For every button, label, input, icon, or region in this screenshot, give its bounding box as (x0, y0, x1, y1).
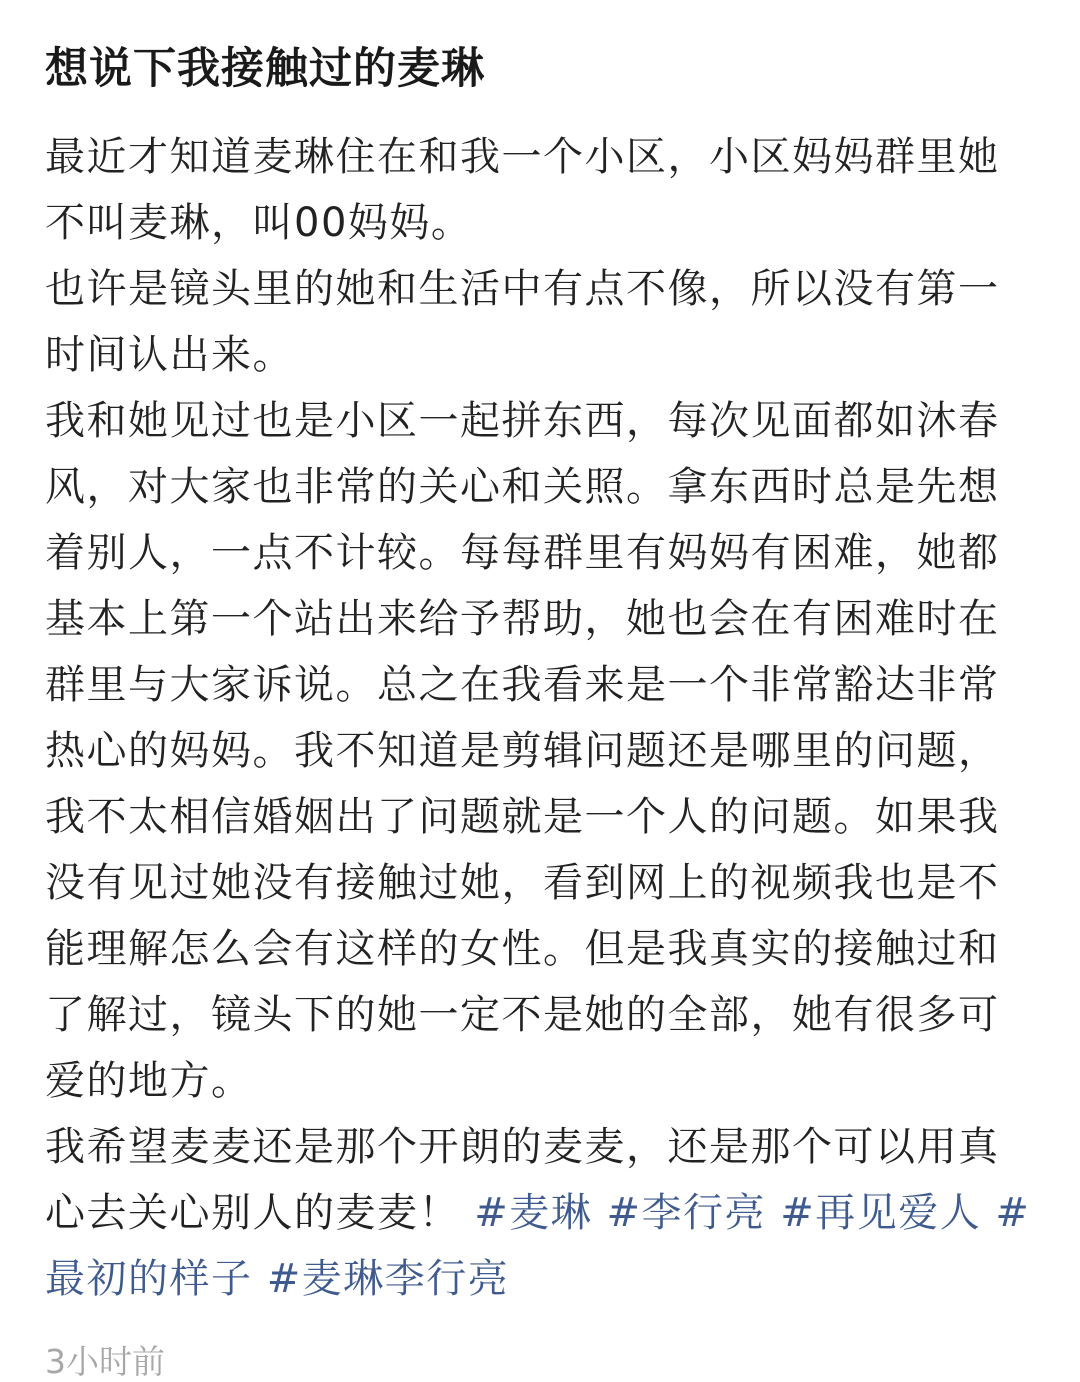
paragraph-2: 也许是镜头里的她和生活中有点不像，所以没有第一时间认出来。 (45, 266, 1000, 378)
paragraph-1: 最近才知道麦琳住在和我一个小区，小区妈妈群里她不叫麦琳，叫00妈妈。 (45, 134, 1000, 246)
post-content (45, 0, 1035, 1312)
hashtag-link[interactable]: #麦琳李行亮 (266, 1256, 510, 1302)
hashtag-link[interactable]: #李行亮 (606, 1190, 766, 1236)
hashtag-link[interactable]: #再见爱人 (780, 1190, 982, 1236)
paragraph-4-text: 我希望麦麦还是那个开朗的麦麦，还是那个可以用真心去关心别人的麦麦！ (45, 1124, 1000, 1236)
post-timestamp: 3小时前 (45, 1342, 165, 1381)
paragraph-3: 我和她见过也是小区一起拼东西，每次见面都如沐春风，对大家也非常的关心和关照。拿东西时总是先想着别人，一点不计较。每每群里有妈妈有困难，她都基本上第一个站出来给予帮助，她也会在有困难时在群里与大家诉说。总之在我看来是一个非常豁达非常热心的妈妈。我不知道是剪辑问题还是哪里的问题，我不太相信婚姻出了问题就是一个人的问题。如果我没有见过她没有接触过她，看到网上的视频我也是不能理解怎么会有这样的女性。但是我真实的接触过和了解过，镜头下的她一定不是她的全部，她有很多可爱的地方。 (45, 398, 1000, 1104)
hashtag-link[interactable]: #最初的样子 (45, 1190, 1031, 1302)
post-title: 想说下我接触过的麦琳 (45, 44, 485, 94)
hashtag-link[interactable]: #麦琳 (474, 1190, 593, 1236)
paragraph-4 (45, 1114, 1035, 1312)
post-body (45, 124, 1035, 1312)
